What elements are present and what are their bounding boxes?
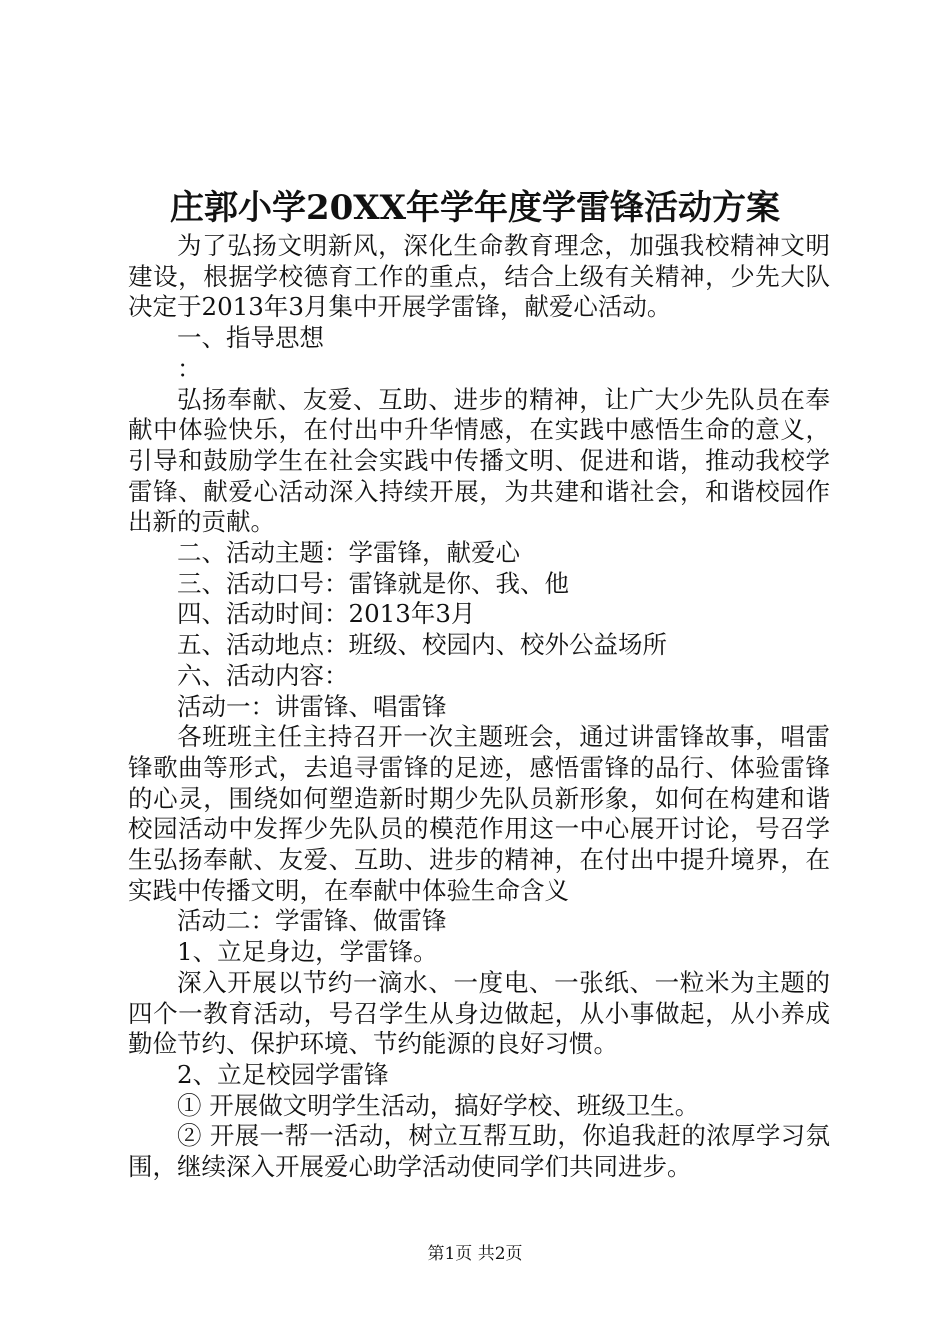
heading-activity-content: 六、活动内容： bbox=[177, 660, 349, 690]
paragraph-circle-one: ① 开展做文明学生活动，搞好学校、班级卫生。 bbox=[177, 1090, 700, 1120]
heading-activity-one: 活动一：讲雷锋、唱雷锋 bbox=[177, 691, 447, 721]
paragraph-intro: 为了弘扬文明新风，深化生命教育理念，加强我校精神文明建设，根据学校德育工作的重点，结合上级有关精神，少先大队决定于2013年3月集中开展学雷锋，献爱心活动。 bbox=[128, 231, 830, 322]
document-body bbox=[128, 231, 830, 1183]
page-footer: 第1页 共2页 bbox=[427, 1244, 523, 1264]
paragraph-item-one: 深入开展以节约一滴水、一度电、一张纸、一粒米为主题的四个一教育活动，号召学生从身边做起，从小事做起，从小养成勤俭节约、保护环境、节约能源的良好习惯。 bbox=[128, 967, 830, 1059]
heading-item-one: 1、立足身边，学雷锋。 bbox=[177, 937, 438, 967]
heading-guiding-thought: 一、指导思想 bbox=[177, 323, 324, 353]
heading-activity-theme: 二、活动主题：学雷锋，献爱心 bbox=[177, 538, 520, 568]
heading-activity-time: 四、活动时间：2013年3月 bbox=[177, 599, 476, 629]
paragraph-colon: ： bbox=[177, 353, 202, 383]
heading-activity-location: 五、活动地点：班级、校园内、校外公益场所 bbox=[177, 630, 667, 660]
paragraph-activity-one: 各班班主任主持召开一次主题班会，通过讲雷锋故事，唱雷锋歌曲等形式，去追寻雷锋的足迹，感悟雷锋的品行、体验雷锋的心灵，围绕如何塑造新时期少先队员新形象，如何在构建和谐校园活动中发挥少先队员的模范作用这一中心展开讨论，号召学生弘扬奉献、友爱、互助、进步的精神，在付出中提升境界，在实践中传播文明，在奉献中体验生命含义 bbox=[128, 722, 830, 905]
heading-activity-two: 活动二：学雷锋、做雷锋 bbox=[177, 906, 447, 936]
paragraph-circle-two: ② 开展一帮一活动，树立互帮互助，你追我赶的浓厚学习氛围，继续深入开展爱心助学活动使同学们共同进步。 bbox=[128, 1121, 830, 1182]
heading-item-two: 2、立足校园学雷锋 bbox=[177, 1059, 389, 1089]
paragraph-guiding-content: 弘扬奉献、友爱、互助、进步的精神，让广大少先队员在奉献中体验快乐，在付出中升华情感，在实践中感悟生命的意义，引导和鼓励学生在社会实践中传播文明、促进和谐，推动我校学雷锋、献爱心活动深入持续开展，为共建和谐社会，和谐校园作出新的贡献。 bbox=[128, 384, 830, 537]
document-title: 庄郭小学20XX年学年度学雷锋活动方案 bbox=[169, 188, 781, 228]
heading-activity-slogan: 三、活动口号：雷锋就是你、我、他 bbox=[177, 568, 569, 598]
